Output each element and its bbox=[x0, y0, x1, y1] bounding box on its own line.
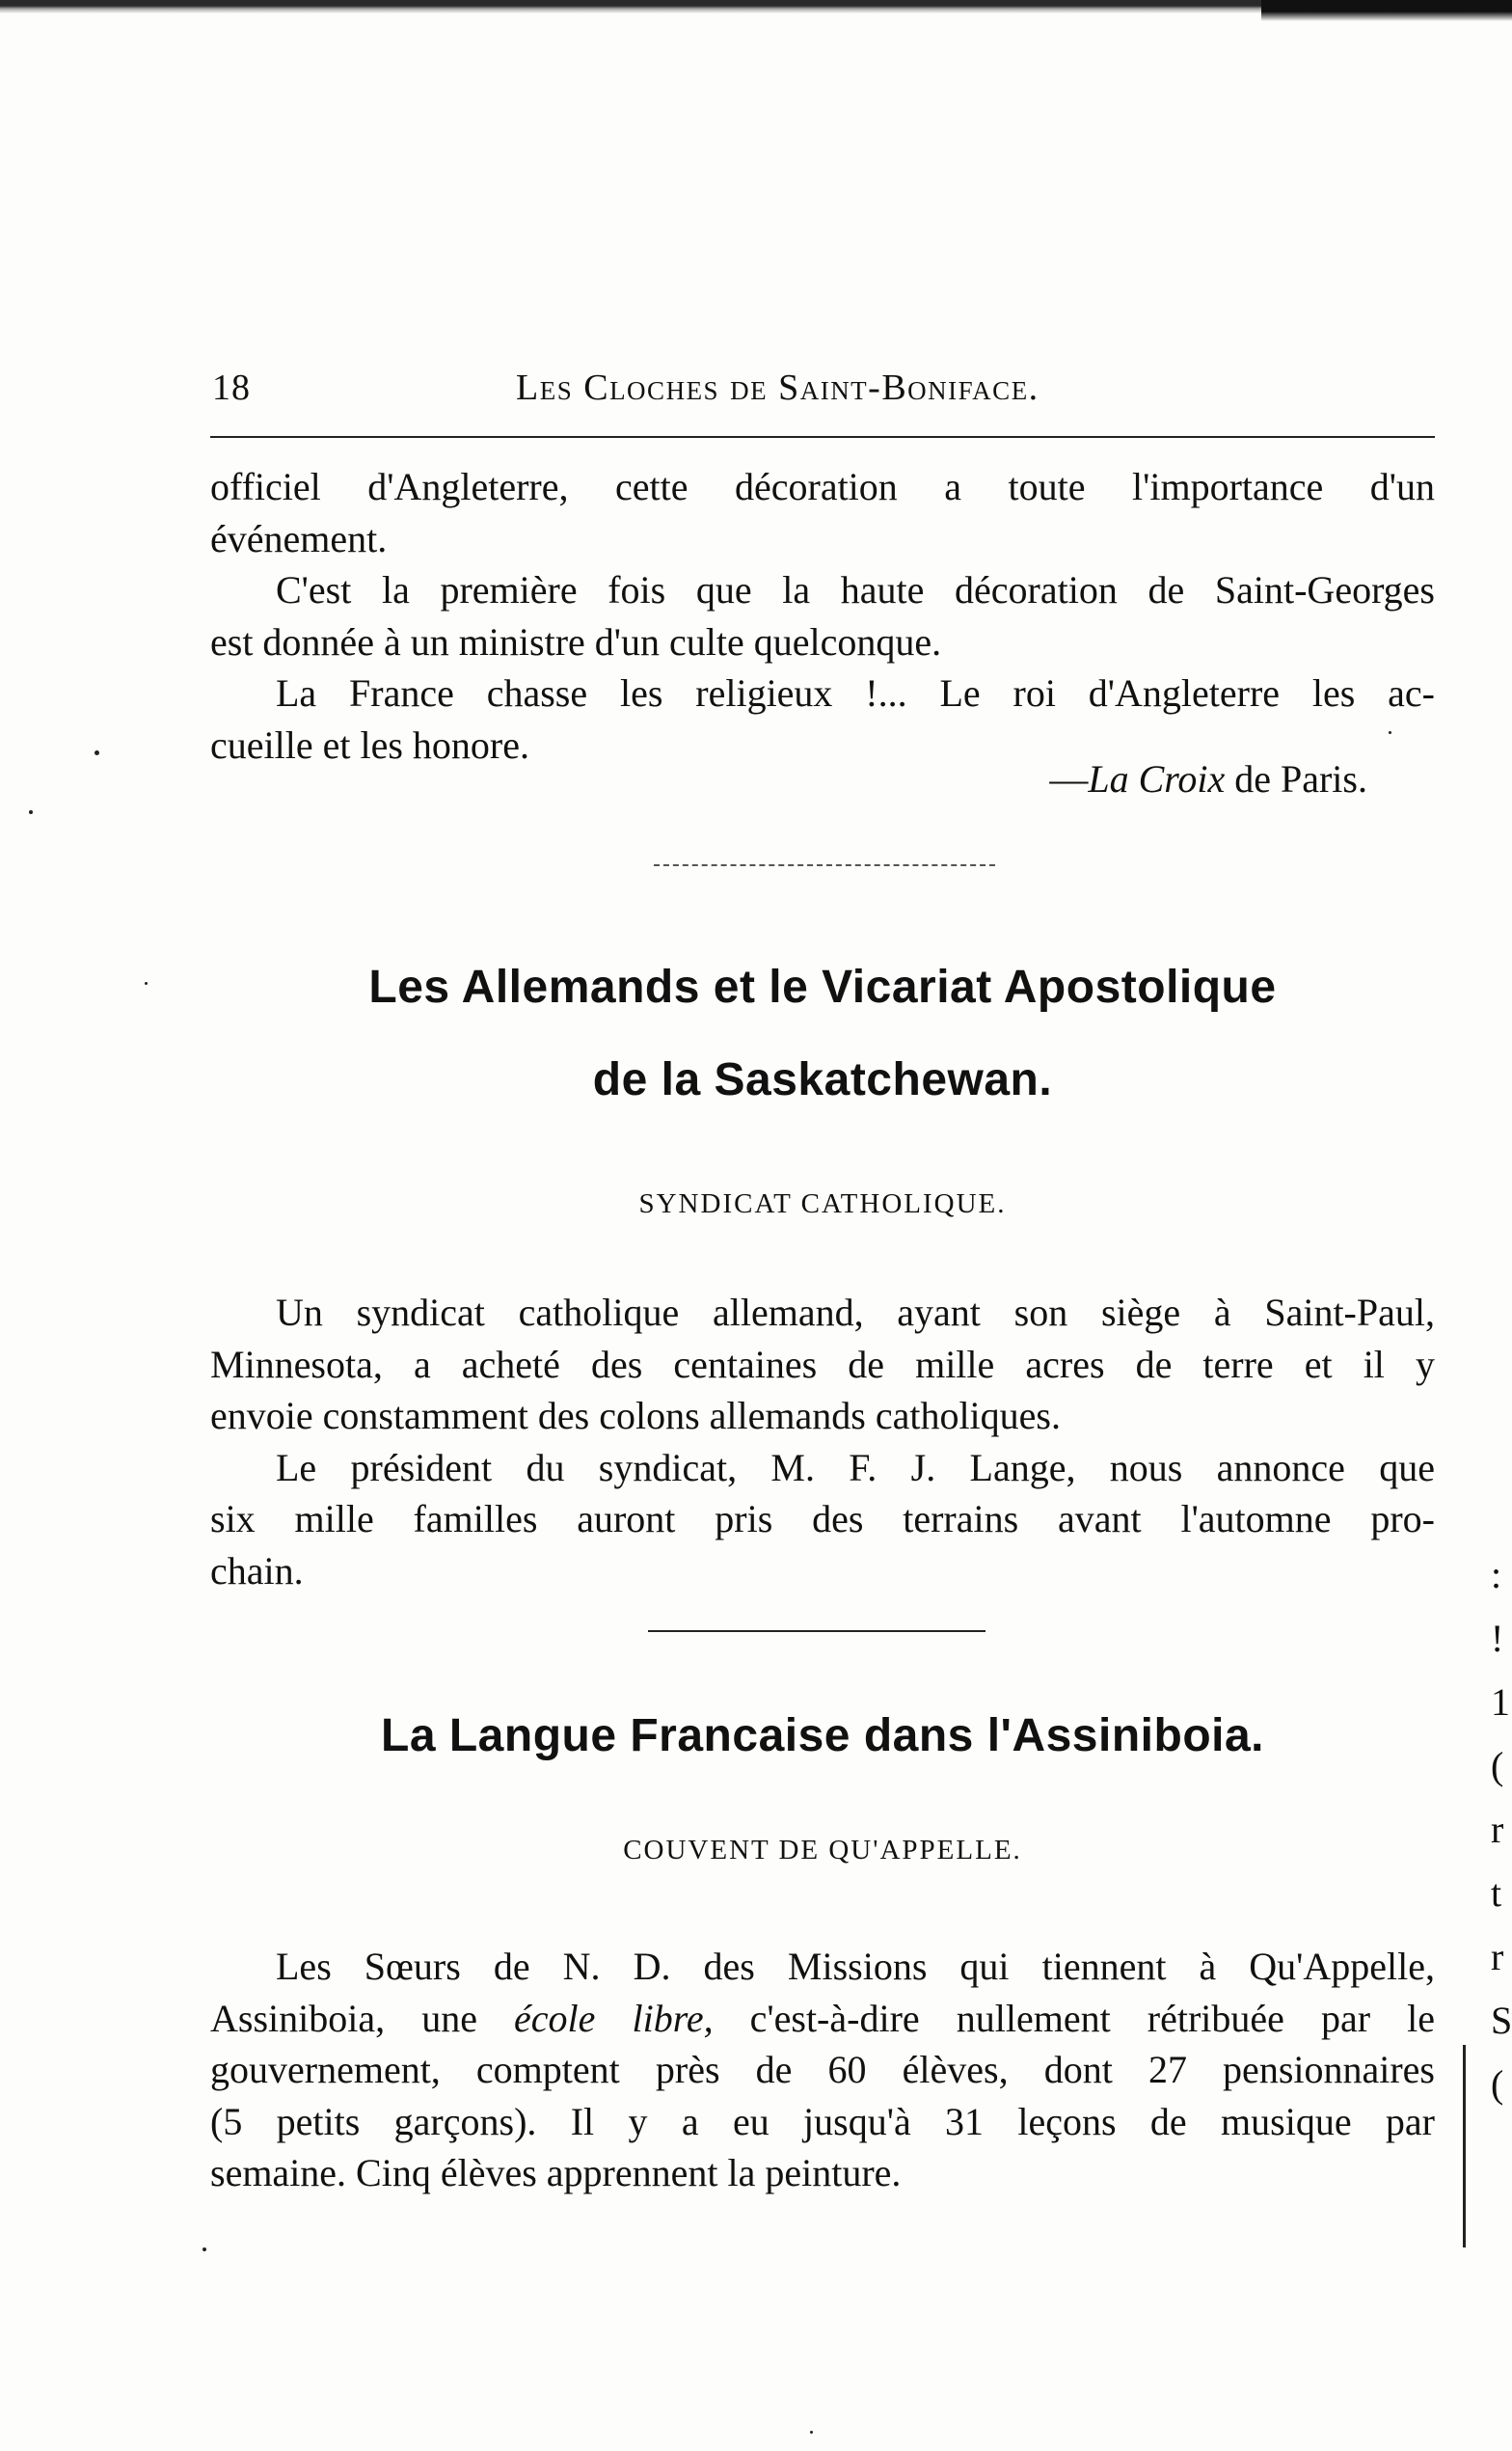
section-body bbox=[210, 1287, 1435, 1596]
margin-fragment: S bbox=[1491, 1999, 1512, 2042]
text-line bbox=[210, 1993, 1435, 2045]
text-line: Minnesota, a acheté des centaines de mille acres de terre et il y bbox=[210, 1342, 1435, 1386]
section-divider bbox=[654, 864, 995, 866]
scan-right-edge-line bbox=[1463, 2045, 1466, 2247]
text-line: cueille et les honore. bbox=[210, 722, 529, 767]
margin-fragment: t bbox=[1491, 1871, 1502, 1915]
margin-fragment: : bbox=[1491, 1553, 1502, 1596]
section-title-line-2: de la Saskatchewan. bbox=[592, 1054, 1053, 1105]
text-line: six mille familles auront pris des terrains avant l'automne pro- bbox=[210, 1497, 1435, 1540]
margin-fragments bbox=[1491, 1543, 1512, 2116]
text-line: La France chasse les religieux !... Le roi d'Angleterre les ac- bbox=[276, 671, 1435, 715]
section-subhead: SYNDICAT CATHOLIQUE. bbox=[638, 1188, 1007, 1219]
scan-speck bbox=[94, 750, 99, 755]
text-line: envoie constamment des colons allemands catholiques. bbox=[210, 1394, 1061, 1437]
scan-top-edge-dark bbox=[1261, 0, 1512, 21]
section-title: La Langue Francaise dans l'Assiniboia. bbox=[381, 1710, 1264, 1761]
attribution-rest: de Paris. bbox=[1225, 757, 1367, 801]
source-attribution bbox=[210, 756, 1367, 802]
margin-fragment: ! bbox=[1491, 1617, 1504, 1660]
margin-fragment: 1 bbox=[1491, 1680, 1510, 1724]
text-run: c'est-à-dire nullement rétribuée par le bbox=[713, 1996, 1436, 2040]
margin-fragment: ( bbox=[1491, 1744, 1504, 1787]
section-body bbox=[210, 1941, 1435, 2199]
margin-fragment: ( bbox=[1491, 2062, 1504, 2106]
text-line: officiel d'Angleterre, cette décoration a toute l'importance d'un bbox=[210, 465, 1435, 508]
attribution-dash: — bbox=[1049, 757, 1089, 801]
margin-fragment: r bbox=[1491, 1935, 1504, 1978]
text-line: événement. bbox=[210, 516, 388, 560]
scan-speck bbox=[202, 2247, 206, 2251]
attribution-source: La Croix bbox=[1088, 757, 1226, 801]
text-line: (5 petits garçons). Il y a eu jusqu'à 31 leçons de musique par bbox=[210, 2099, 1435, 2143]
text-line: semaine. Cinq élèves apprennent la peinture. bbox=[210, 2151, 902, 2194]
section-divider bbox=[648, 1630, 986, 1632]
running-title: Les Cloches de Saint-Boniface. bbox=[516, 368, 1040, 408]
scan-speck bbox=[145, 982, 148, 985]
text-line: gouvernement, comptent près de 60 élèves, dont 27 pensionnaires bbox=[210, 2048, 1435, 2091]
scan-speck bbox=[29, 810, 33, 814]
text-line: C'est la première fois que la haute décoration de Saint-Georges bbox=[276, 568, 1435, 612]
text-line: chain. bbox=[210, 1548, 304, 1593]
section-subhead: COUVENT DE QU'APPELLE. bbox=[623, 1835, 1022, 1865]
text-run: Assiniboia, une bbox=[210, 1996, 515, 2040]
text-line: Les Sœurs de N. D. des Missions qui tiennent à Qu'Appelle, bbox=[276, 1945, 1435, 1988]
text-line: est donnée à un ministre d'un culte quelconque. bbox=[210, 619, 942, 664]
scan-speck bbox=[810, 2431, 813, 2434]
text-line: Un syndicat catholique allemand, ayant son siège à Saint-Paul, bbox=[276, 1291, 1435, 1334]
italic-term: école libre, bbox=[514, 1996, 714, 2040]
text-line: Le président du syndicat, M. F. J. Lange, nous annonce que bbox=[276, 1445, 1435, 1489]
margin-fragment: r bbox=[1491, 1808, 1504, 1851]
section-title: Les Allemands et le Vicariat Apostolique bbox=[368, 962, 1277, 1013]
header-rule bbox=[210, 436, 1435, 438]
continuation-text bbox=[210, 461, 1435, 771]
page-number: 18 bbox=[212, 368, 251, 408]
